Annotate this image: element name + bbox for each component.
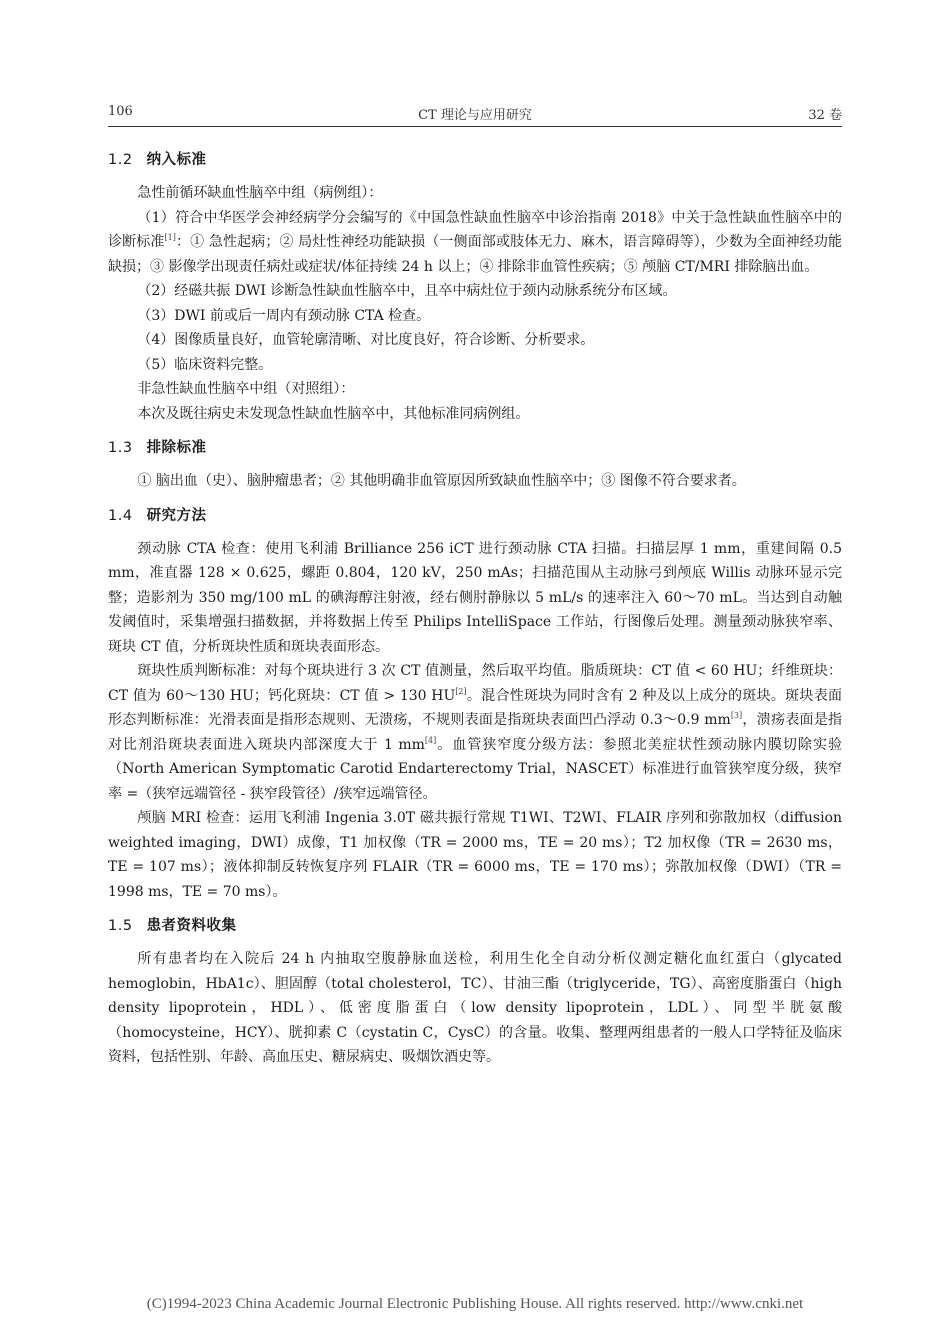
paragraph: 急性前循环缺血性脑卒中组（病例组）： xyxy=(137,185,383,201)
citation-ref[interactable]: [4] xyxy=(424,735,437,745)
paragraph: 所有患者均在入院后 24 h 内抽取空腹静脉血送检，利用生化全自动分析仪测定糖化血红蛋白（glycated hemoglobin，HbA1c）、胆固醇（total cholesterol，TC）、甘油三酯（triglyceride，TG）、高密度脂蛋白（high density lipoprotein，HDL）、低密度脂蛋白（low density lipoprotein，LDL）、同型半胱氨酸（homocysteine，HCY）、胱抑素 C（cystatin C，CysC）的含量。收集、整理两组患者的一般人口学特征及临床资料，包括性别、年龄、高血压史、糖尿病史、吸烟饮酒史等。 xyxy=(108,951,842,1065)
citation-ref[interactable]: [3] xyxy=(730,711,743,720)
paragraph: （4）图像质量良好，血管轮廓清晰、对比度良好，符合诊断、分析要求。 xyxy=(137,332,595,348)
citation-ref[interactable]: [1] xyxy=(164,233,176,242)
running-header xyxy=(108,104,842,127)
section-heading-1-3: 1.3 排除标准 xyxy=(108,440,207,456)
paragraph: 斑块性质判断标准：对每个斑块进行 3 次 CT 值测量，然后取平均值。脂质斑块：CT 值 < 60 HU；纤维斑块：CT 值为 60～130 HU；钙化斑块：CT 值 > 130 HU[2]。混合性斑块为同时含有 2 种及以上成分的斑块。斑块表面形态判断标准：光滑表面是指形态规则、无溃疡，不规则表面是指斑块表面凹凸浮动 0.3～0.9 mm[3]，溃疡表面是指对比剂沿斑块表面进入斑块内部深度大于 1 mm[4]。血管狭窄度分级方法：参照北美症状性颈动脉内膜切除实验（North American Symptomatic Carotid Endarterectomy Trial，NASCET）标准进行血管狭窄度分级，狭窄率 =（狭窄远端管径 - 狭窄段管径）/狭窄远端管径。 xyxy=(108,663,843,802)
paragraph: （1）符合中华医学会神经病学分会编写的《中国急性缺血性脑卒中诊治指南 2018》中关于急性缺血性脑卒中的诊断标准[1]：① 急性起病；② 局灶性神经功能缺损（一侧面部或肢体无力、麻木，语言障碍等），少数为全面神经功能缺损；③ 影像学出现责任病灶或症状/体征持续 24 h 以上；④ 排除非血管性疾病；⑤ 颅脑 CT/MRI 排除脑出血。 xyxy=(108,209,842,275)
section-heading-1-5: 1.5 患者资料收集 xyxy=(108,918,237,934)
paragraph: （3）DWI 前或后一周内有颈动脉 CTA 检查。 xyxy=(137,307,431,324)
section-heading-1-2: 1.2 纳入标准 xyxy=(108,152,207,168)
section-heading-1-4: 1.4 研究方法 xyxy=(108,507,207,524)
copyright-footer: (C)1994-2023 China Academic Journal Electronic Publishing House. All rights reserved. http://www.cnki.net xyxy=(146,1296,804,1312)
paragraph: （5）临床资料完整。 xyxy=(137,356,273,373)
citation-ref[interactable]: [2] xyxy=(455,686,467,696)
paragraph: 非急性缺血性脑卒中组（对照组）： xyxy=(137,381,355,397)
journal-title: CT 理论与应用研究 xyxy=(418,108,532,123)
paragraph: 本次及既往病史未发现急性缺血性脑卒中，其他标准同病例组。 xyxy=(137,405,530,422)
article-body xyxy=(108,148,842,1070)
volume-label: 32 卷 xyxy=(808,108,842,123)
paragraph: 颅脑 MRI 检查：运用飞利浦 Ingenia 3.0T 磁共振行常规 T1WI、T2WI、FLAIR 序列和弥散加权（diffusion weighted imaging，DWI）成像，T1 加权像（TR = 2000 ms，TE = 20 ms）；T2 加权像（TR = 2630 ms，TE = 107 ms）；液体抑制反转恢复序列 FLAIR（TR = 6000 ms，TE = 170 ms）；弥散加权像（DWI）（TR = 1998 ms，TE = 70 ms）。 xyxy=(108,810,842,900)
paragraph: （2）经磁共振 DWI 诊断急性缺血性脑卒中，且卒中病灶位于颈内动脉系统分布区域。 xyxy=(137,283,677,299)
paragraph: 颈动脉 CTA 检查：使用飞利浦 Brilliance 256 iCT 进行颈动脉 CTA 扫描。扫描层厚 1 mm，重建间隔 0.5 mm，准直器 128 × 0.625，螺距 0.804，120 kV，250 mAs；扫描范围从主动脉弓到颅底 Willis 动脉环显示完整；造影剂为 350 mg/100 mL 的碘海醇注射液，经右侧肘静脉以 5 mL/s 的速率注入 60～70 mL。当达到自动触发阈值时，采集增强扫描数据，并将数据上传至 Philips IntelliSpace 工作站，行图像后处理。测量颈动脉狭窄率、斑块 CT 值，分析斑块性质和斑块表面形态。 xyxy=(108,540,842,655)
page-number: 106 xyxy=(108,104,133,119)
paragraph: ① 脑出血（史）、脑肿瘤患者；② 其他明确非血管原因所致缺血性脑卒中；③ 图像不符合要求者。 xyxy=(137,473,746,489)
